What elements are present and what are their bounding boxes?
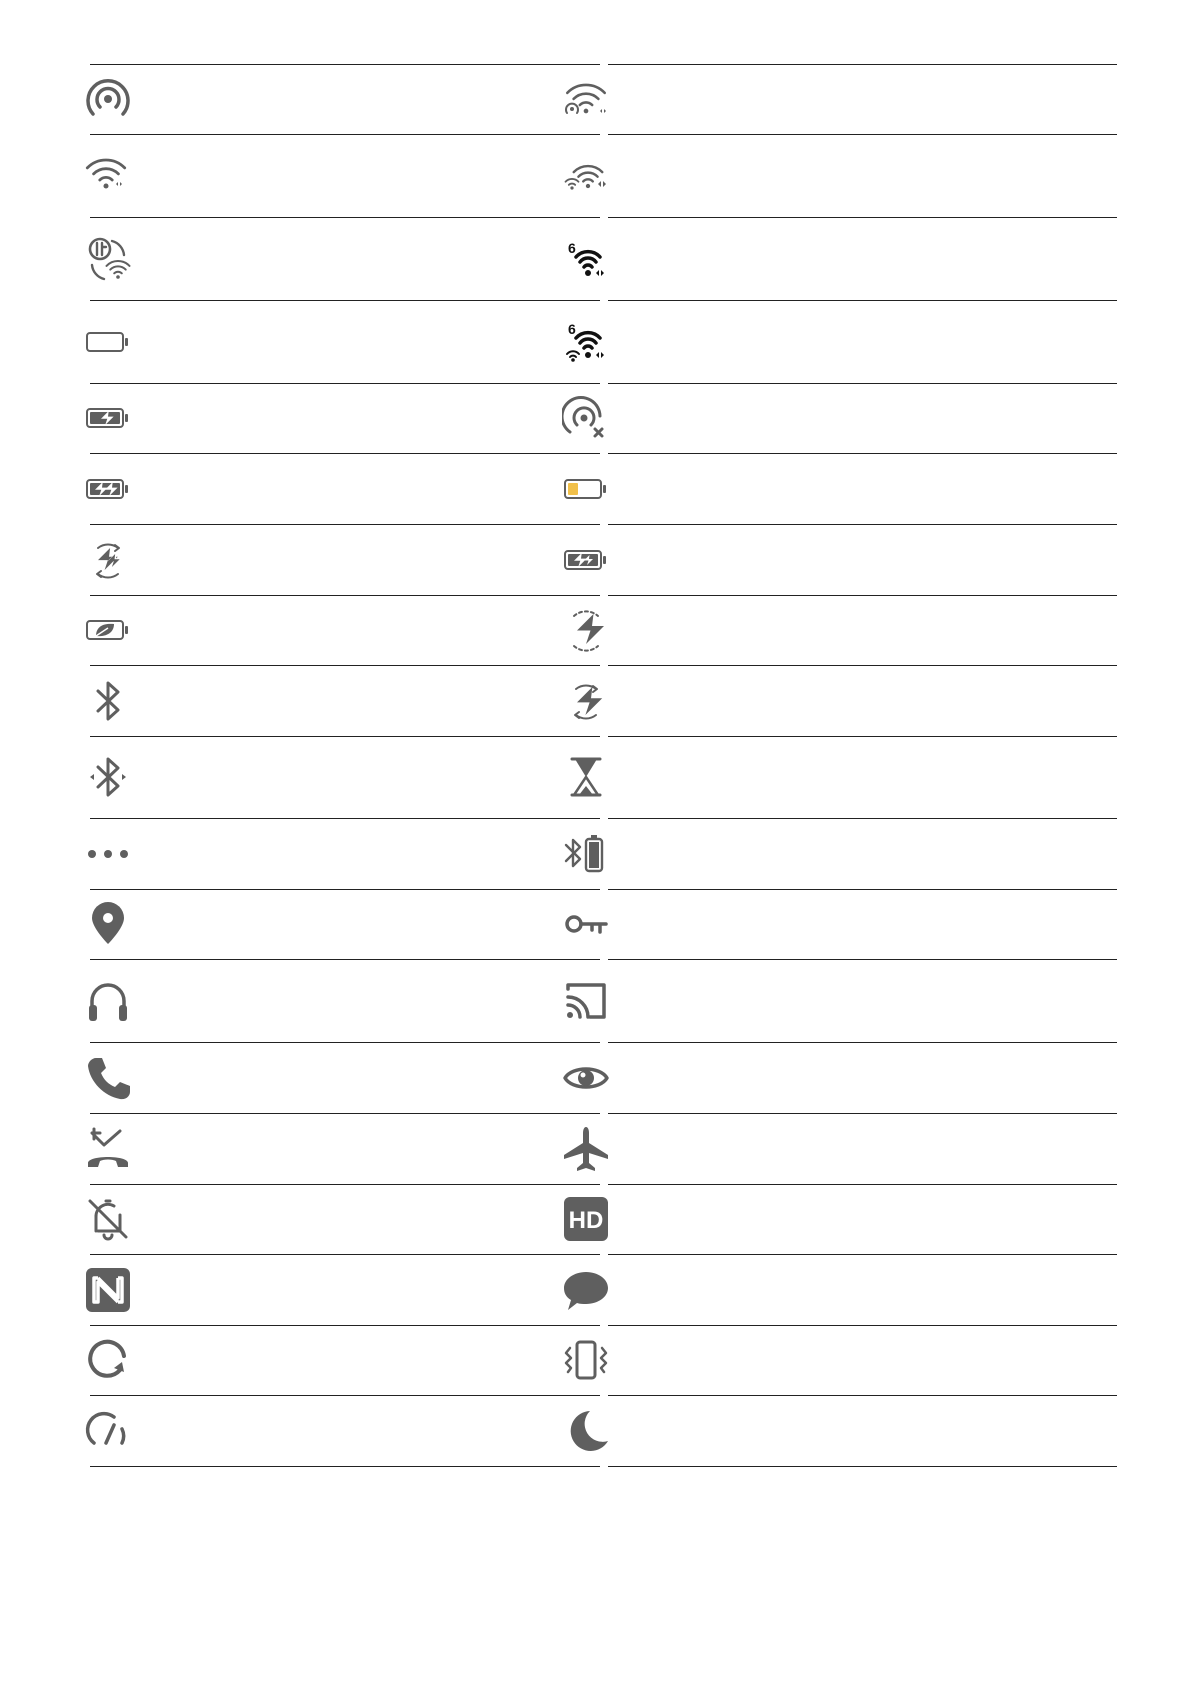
- bluetooth-icon: [84, 677, 132, 725]
- icon-cell: [562, 75, 628, 123]
- icon-cell: [562, 235, 628, 283]
- icon-cell: [84, 677, 150, 725]
- column-gap: [600, 1394, 608, 1398]
- icon-cell: [562, 677, 628, 725]
- column-gap: [600, 1041, 608, 1045]
- column-gap: [600, 817, 608, 821]
- column-gap: [600, 735, 608, 739]
- wifi-6-dual-icon: [562, 318, 610, 366]
- wifi-dual-icon: [562, 152, 610, 200]
- battery-power-saving-icon: [84, 606, 132, 654]
- vibration-mode-icon: [562, 1336, 610, 1384]
- location-icon: [84, 900, 132, 948]
- battery-low-icon: [562, 465, 610, 513]
- icon-cell: [562, 1125, 628, 1173]
- column-gap: [600, 1465, 608, 1469]
- icon-cell: [562, 318, 628, 366]
- column-gap: [600, 888, 608, 892]
- icon-cell: [84, 830, 150, 878]
- icon-cell: [562, 606, 628, 654]
- wireless-fast-charging-icon: [562, 606, 610, 654]
- more-notifications-icon: [84, 830, 132, 878]
- icon-cell: [562, 394, 628, 442]
- column-gap: [600, 382, 608, 386]
- icon-cell: [84, 75, 150, 123]
- icon-cell: [562, 152, 628, 200]
- icon-cell: [562, 830, 628, 878]
- column-gap: [600, 452, 608, 456]
- icon-cell: [562, 900, 628, 948]
- column-gap: [600, 1183, 608, 1187]
- icon-cell: [84, 1125, 150, 1173]
- eye-comfort-icon: [562, 1054, 610, 1102]
- icon-cell: [84, 900, 150, 948]
- portable-hotspot-icon: [84, 75, 132, 123]
- icon-cell: [562, 977, 628, 1025]
- performance-mode-icon: [84, 1407, 132, 1455]
- column-gap: [600, 216, 608, 220]
- icon-cell: [562, 465, 628, 513]
- column-gap: [600, 523, 608, 527]
- call-icon: [84, 1054, 132, 1102]
- icon-cell: [562, 1054, 628, 1102]
- icon-cell: [562, 1266, 628, 1314]
- icon-cell: [84, 235, 150, 283]
- hotspot-disconnected-icon: [562, 394, 610, 442]
- sync-icon: [84, 1336, 132, 1384]
- screen-cast-icon: [562, 977, 610, 1025]
- vpn-key-icon: [562, 900, 610, 948]
- wifi-hotspot-connected-icon: [562, 75, 610, 123]
- icon-cell: [84, 977, 150, 1025]
- column-gap: [600, 1253, 608, 1257]
- icon-cell: [84, 753, 150, 801]
- column-gap: [600, 133, 608, 137]
- icon-cell: [84, 1054, 150, 1102]
- icon-cell: [84, 1407, 150, 1455]
- svg-text:6: 6: [568, 239, 576, 256]
- missed-call-icon: [84, 1125, 132, 1173]
- icon-cell: [84, 606, 150, 654]
- svg-text:HD: HD: [568, 1207, 604, 1234]
- column-gap: [600, 664, 608, 668]
- bluetooth-connected-icon: [84, 753, 132, 801]
- column-gap: [600, 958, 608, 962]
- wireless-charging-icon: [562, 677, 610, 725]
- new-message-icon: [562, 1266, 610, 1314]
- icon-cell: [562, 753, 628, 801]
- icon-cell: [84, 1336, 150, 1384]
- headset-icon: [84, 977, 132, 1025]
- hd-voice-icon: [562, 1195, 610, 1243]
- icon-cell: [84, 536, 150, 584]
- bluetooth-battery-icon: [562, 830, 610, 878]
- icon-cell: [84, 394, 150, 442]
- do-not-disturb-moon-icon: [562, 1407, 610, 1455]
- icon-cell: [84, 465, 150, 513]
- column-gap: [600, 299, 608, 303]
- icon-cell: [562, 1195, 628, 1243]
- column-gap: [600, 63, 608, 67]
- column-gap: [600, 594, 608, 598]
- wifi-6-icon: [562, 235, 610, 283]
- airplane-mode-icon: [562, 1125, 610, 1173]
- hourglass-icon: [562, 753, 610, 801]
- icon-cell: [562, 1407, 628, 1455]
- icon-cell: [562, 1336, 628, 1384]
- icon-cell: [84, 1195, 150, 1243]
- nfc-icon: [84, 1266, 132, 1314]
- svg-text:6: 6: [568, 320, 576, 337]
- icon-cell: [84, 318, 150, 366]
- battery-quick-charging-icon: [562, 536, 610, 584]
- battery-empty-icon: [84, 318, 132, 366]
- wireless-super-charging-icon: [84, 536, 132, 584]
- wifi-connected-icon: [84, 152, 132, 200]
- do-not-disturb-bell-icon: [84, 1195, 132, 1243]
- battery-super-charging-icon: [84, 465, 132, 513]
- column-gap: [600, 1324, 608, 1328]
- icon-cell: [562, 536, 628, 584]
- icon-cell: [84, 152, 150, 200]
- icon-cell: [84, 1266, 150, 1314]
- wifi-plus-switch-icon: [84, 235, 132, 283]
- column-gap: [600, 1112, 608, 1116]
- battery-charging-icon: [84, 394, 132, 442]
